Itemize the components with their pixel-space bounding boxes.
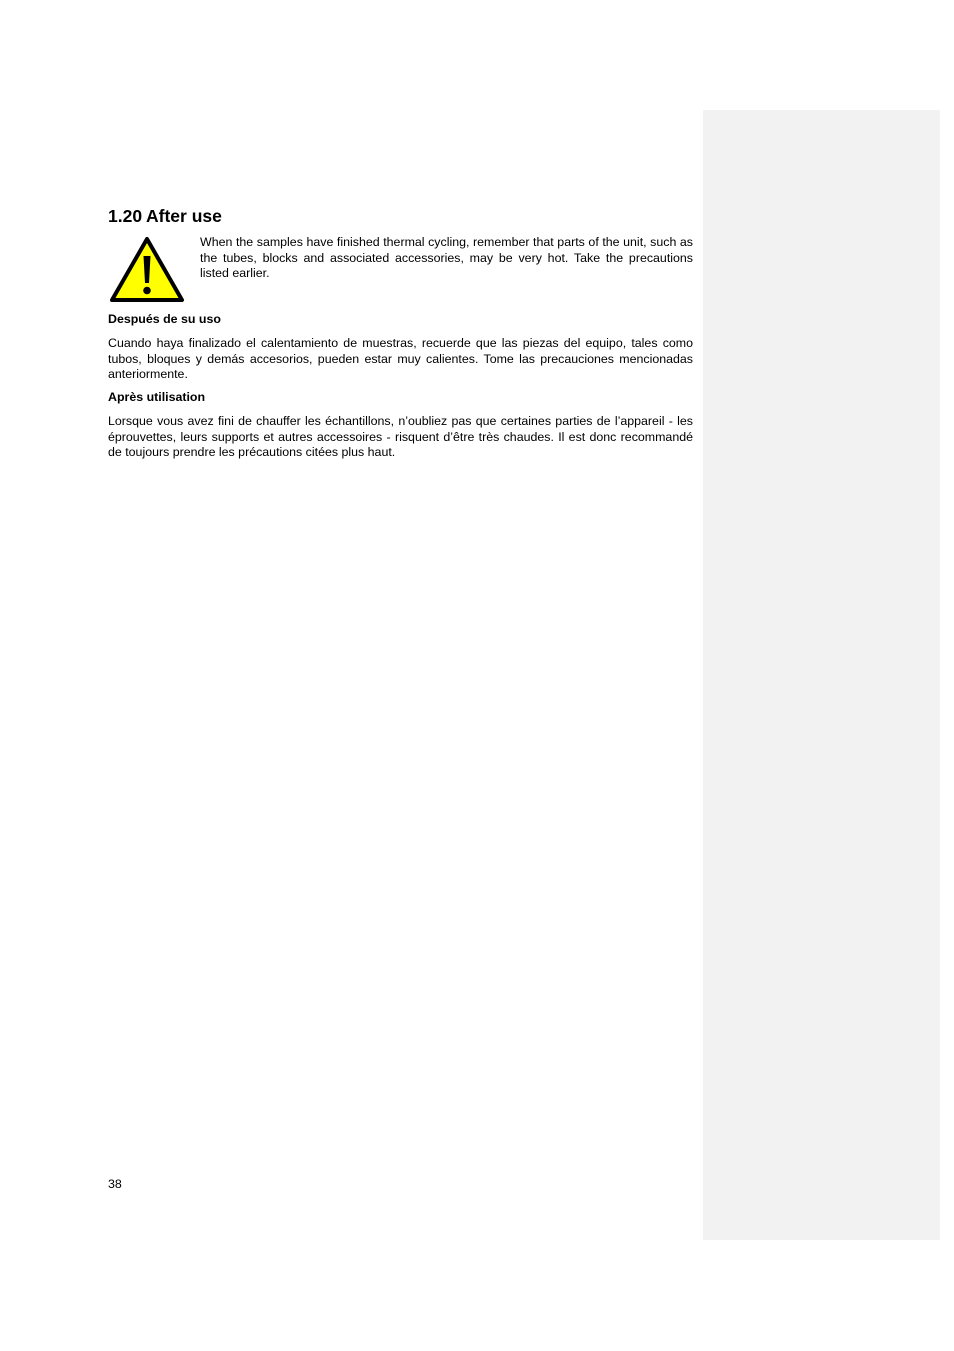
section-number: 1.20 bbox=[108, 206, 143, 226]
warning-triangle-icon bbox=[109, 236, 185, 303]
spanish-text: Cuando haya finalizado el calentamiento de muestras, recuerde que las piezas del equipo, tales como tubos, bloques y demás accesorios, pueden estar muy calientes. Tome las precauciones mencionadas anteriormente. bbox=[108, 336, 693, 382]
section-title bbox=[108, 205, 222, 227]
french-text: Lorsque vous avez fini de chauffer les échantillons, n’oubliez pas que certaines parties de l’appareil - les éprouvettes, leurs supports et autres accessoires - risquent d’être très chaudes. Il est donc recommandé de toujours prendre les précautions citées plus haut. bbox=[108, 414, 693, 460]
spanish-heading: Después de su uso bbox=[108, 312, 221, 326]
warning-text-en: When the samples have finished thermal cycling, remember that parts of the unit, such as the tubes, blocks and associated accessories, may be very hot. Take the precautions listed earlier. bbox=[200, 235, 693, 281]
french-heading: Après utilisation bbox=[108, 390, 206, 404]
section-title-text: After use bbox=[146, 206, 222, 226]
comment-pane bbox=[703, 110, 940, 1240]
page-number: 38 bbox=[108, 1177, 122, 1191]
